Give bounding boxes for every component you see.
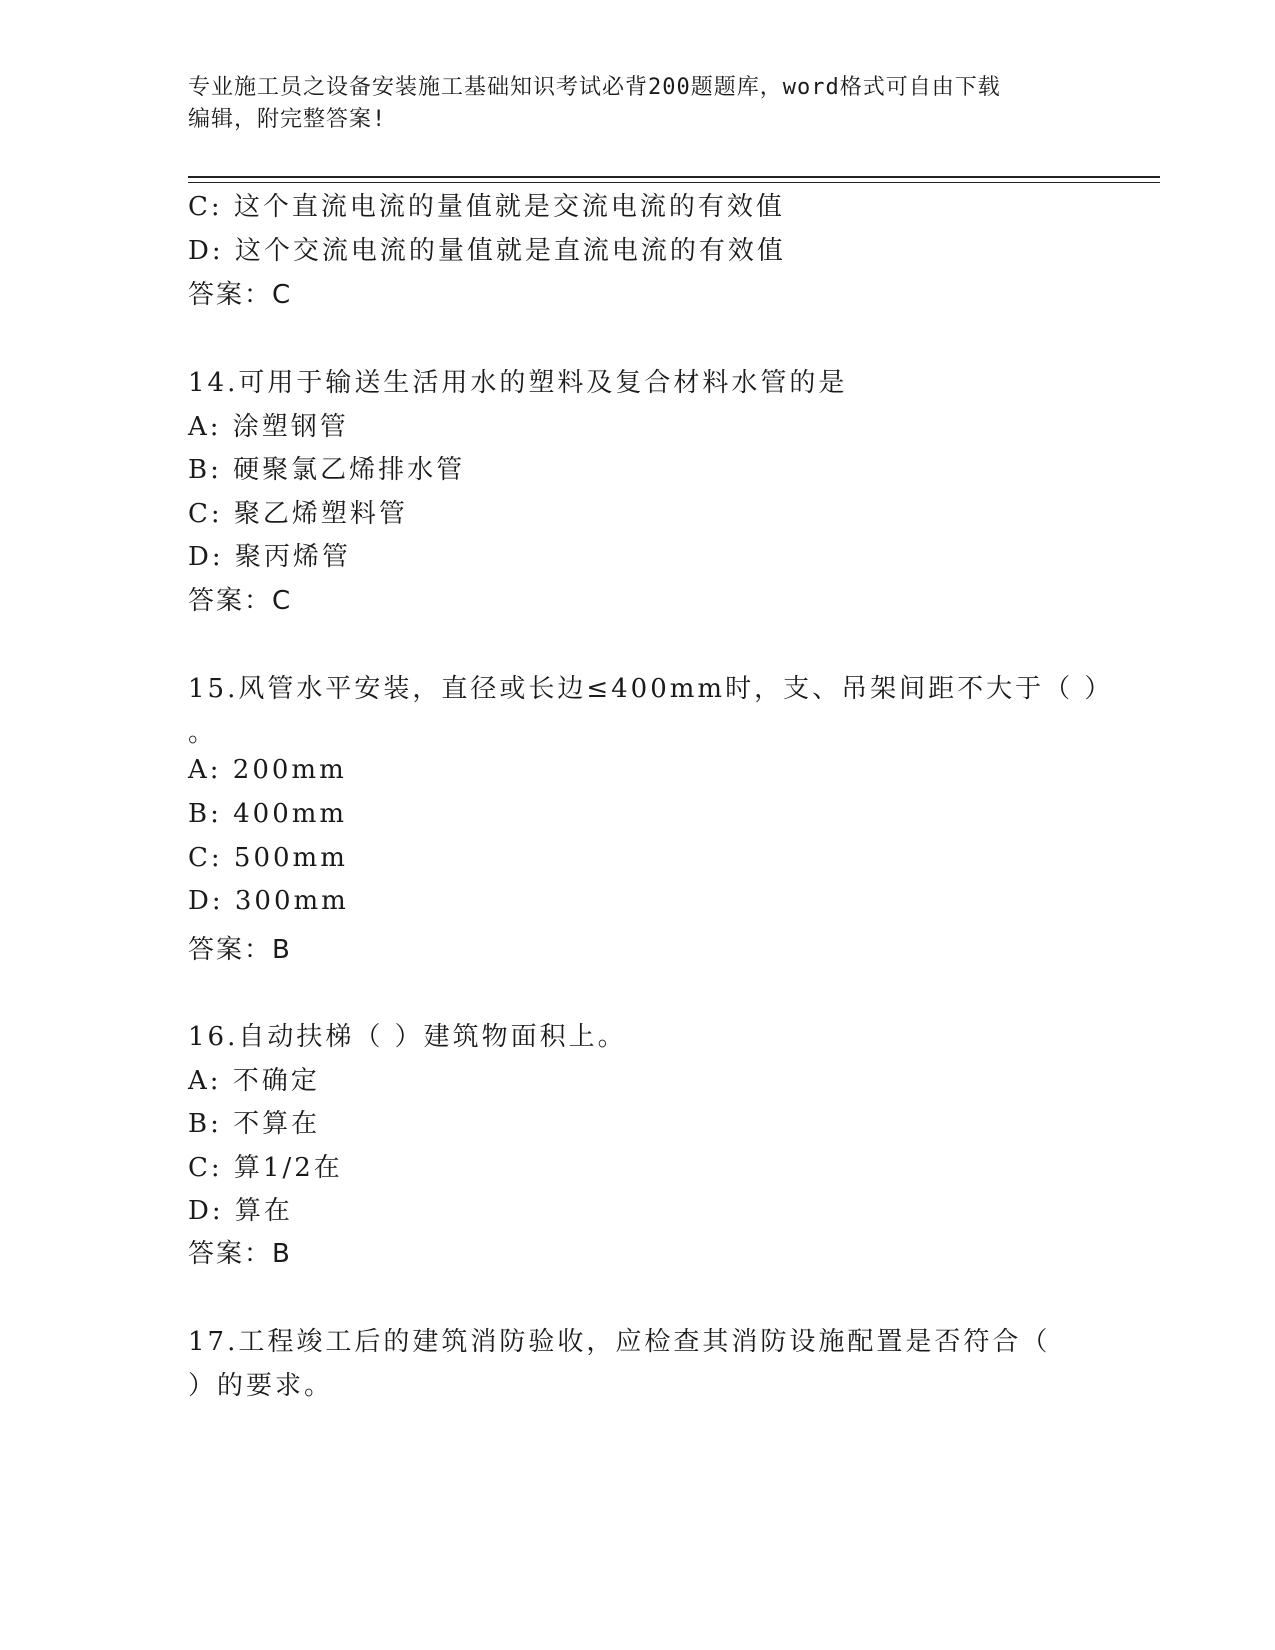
q16-answer: 答案：B [188,1239,292,1269]
q15-option-b: B: 400mm [188,799,348,829]
q14-option-d: D: 聚丙烯管 [188,542,351,572]
header-rule-thick [188,176,1160,178]
header-rule-thin [188,182,1160,183]
q14-stem: 14.可用于输送生活用水的塑料及复合材料水管的是 [188,368,848,398]
q15-stem-line-2: 。 [188,718,218,748]
q15-stem-line-1: 15.风管水平安装，直径或长边≤400mm时，支、吊架间距不大于（ ） [188,674,1114,704]
header-title-line-1: 专业施工员之设备安装施工基础知识考试必背200题题库，word格式可自由下载 [188,75,1001,100]
q14-option-a: A: 涂塑钢管 [188,412,349,442]
q16-stem: 16.自动扶梯（ ）建筑物面积上。 [188,1022,627,1052]
q17-stem-line-1: 17.工程竣工后的建筑消防验收，应检查其消防设施配置是否符合（ [188,1327,1051,1357]
header-title-line-2: 编辑，附完整答案! [188,107,387,132]
q14-option-c: C: 聚乙烯塑料管 [188,499,408,529]
q14-option-b: B: 硬聚氯乙烯排水管 [188,455,466,485]
q16-option-a: A: 不确定 [188,1066,320,1096]
document-header [188,72,1088,136]
q13-option-c: C: 这个直流电流的量值就是交流电流的有效值 [188,192,785,222]
q15-option-d: D: 300mm [188,886,349,916]
q16-option-b: B: 不算在 [188,1109,321,1139]
q13-answer: 答案：C [188,280,293,310]
q14-answer: 答案：C [188,586,293,616]
q17-stem-line-2: ）的要求。 [188,1371,334,1401]
q16-option-d: D: 算在 [188,1196,293,1226]
q13-option-d: D: 这个交流电流的量值就是直流电流的有效值 [188,236,786,266]
q15-answer: 答案：B [188,935,292,965]
q15-option-a: A: 200mm [188,755,347,785]
q16-option-c: C: 算1/2在 [188,1153,343,1183]
q15-option-c: C: 500mm [188,843,348,873]
